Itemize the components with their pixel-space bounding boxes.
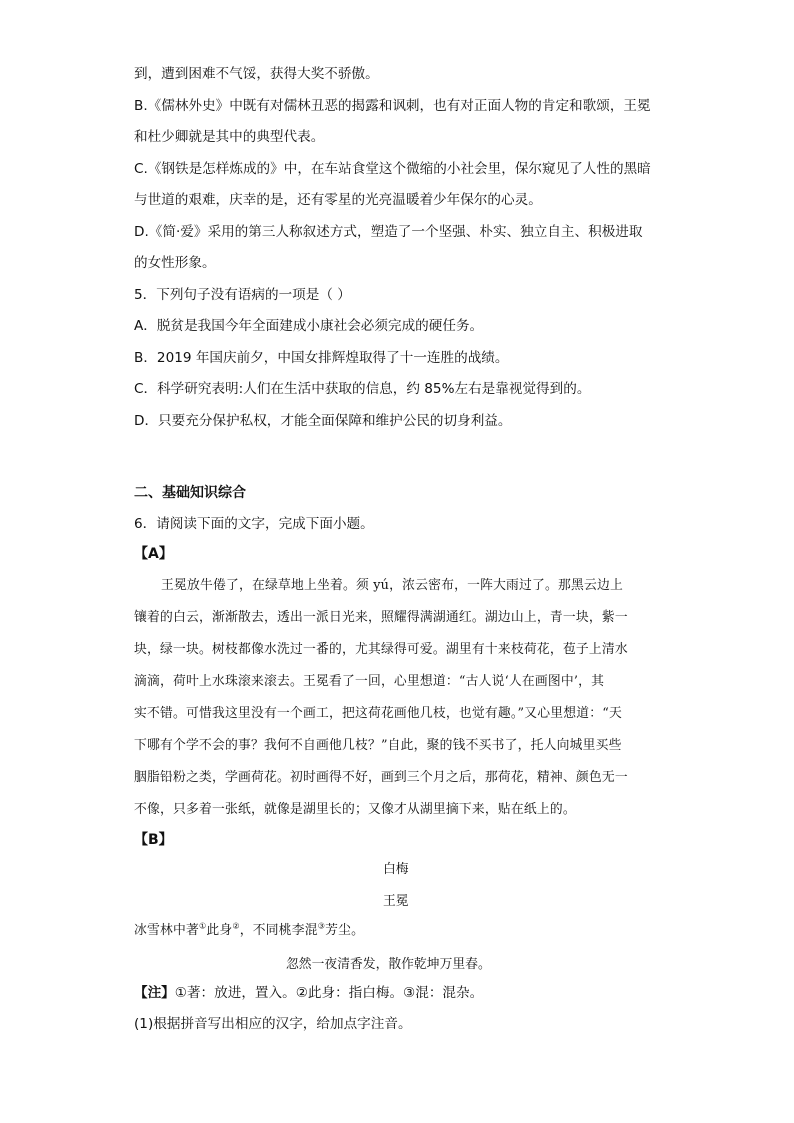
poem-title: 白梅 xyxy=(383,862,409,877)
option-b-line: 和杜少卿就是其中的典型代表。 xyxy=(134,129,325,145)
text-line: 到，遭到困难不气馁，获得大奖不骄傲。 xyxy=(134,66,379,82)
passage-line: 王冕放牛倦了，在绿草地上坐着。须 yú，浓云密布，一阵大雨过了。那黑云边上 xyxy=(161,578,624,593)
option-a: A．脱贫是我国今年全面建成小康社会必须完成的硬任务。 xyxy=(134,318,484,334)
footnote-marker: ③ xyxy=(317,921,326,931)
option-d: D．只要充分保护私权，才能全面保障和维护公民的切身利益。 xyxy=(134,413,512,429)
poem-line-1 xyxy=(134,921,364,941)
poem-author: 王冕 xyxy=(383,894,409,909)
question-stem: 5．下列句子没有语病的一项是（ ） xyxy=(134,287,351,303)
section-heading: 二、基础知识综合 xyxy=(134,485,246,501)
poem-text: 冰雪林中著 xyxy=(134,923,199,938)
option-c-line: C.《钢铁是怎样炼成的》中，在车站食堂这个微缩的小社会里，保尔窥见了人性的黑暗 xyxy=(134,161,651,177)
passage-line: 不像，只多着一张纸，就像是湖里长的；又像才从湖里摘下来，贴在纸上的。 xyxy=(134,802,576,817)
option-d-line: 的女性形象。 xyxy=(134,255,216,271)
passage-b-label: 【B】 xyxy=(134,832,173,848)
poem-text: 此身 xyxy=(206,923,233,938)
poem-text: 芳尘。 xyxy=(325,923,365,938)
notes xyxy=(134,983,483,1003)
passage-line: 镶着的白云，渐渐散去，透出一派日光来，照耀得满湖通红。湖边山上，青一块，紫一 xyxy=(134,610,628,625)
option-b-line: B.《儒林外史》中既有对儒林丑恶的揭露和讽刺，也有对正面人物的肯定和歌颂，王冕 xyxy=(134,98,651,114)
footnote-marker: ② xyxy=(232,921,240,931)
poem-line-2: 忽然一夜清香发，散作乾坤万里春。 xyxy=(286,957,491,972)
option-b: B．2019 年国庆前夕，中国女排辉煌取得了十一连胜的战绩。 xyxy=(134,350,509,366)
sub-question-1: (1)根据拼音写出相应的汉字，给加点字注音。 xyxy=(134,1016,412,1032)
option-c: C．科学研究表明:人们在生活中获取的信息，约 85%左右是靠视觉得到的。 xyxy=(134,381,591,397)
option-c-line: 与世道的艰难，庆幸的是，还有零星的光亮温暖着少年保尔的心灵。 xyxy=(134,192,542,208)
passage-line: 实不错。可惜我这里没有一个画工，把这荷花画他几枝，也觉有趣。”又心里想道：“天 xyxy=(134,706,622,721)
notes-label: 【注】 xyxy=(134,985,175,1001)
footnote-marker: ① xyxy=(198,921,207,931)
option-d-line: D.《简·爱》采用的第三人称叙述方式，塑造了一个坚强、朴实、独立自主、积极进取 xyxy=(134,224,643,240)
poem-text: ，不同桃李混 xyxy=(239,923,318,938)
passage-line: 块，绿一块。树枝都像水洗过一番的，尤其绿得可爱。湖里有十来枝荷花，苞子上清水 xyxy=(134,642,628,657)
notes-text: ①著：放进，置入。②此身：指白梅。③混：混杂。 xyxy=(174,985,484,1001)
question-6-stem: 6．请阅读下面的文字，完成下面小题。 xyxy=(134,516,374,532)
passage-a-label: 【A】 xyxy=(134,546,173,562)
passage-line: 胭脂铅粉之类，学画荷花。初时画得不好，画到三个月之后，那荷花，精神、颜色无一 xyxy=(134,770,628,785)
passage-line: 下哪有个学不会的事？我何不自画他几枝？”自此，聚的钱不买书了，托人向城里买些 xyxy=(134,738,622,753)
passage-line: 滴滴，荷叶上水珠滚来滚去。王冕看了一回，心里想道：“古人说‘人在画图中’，其 xyxy=(134,674,605,689)
